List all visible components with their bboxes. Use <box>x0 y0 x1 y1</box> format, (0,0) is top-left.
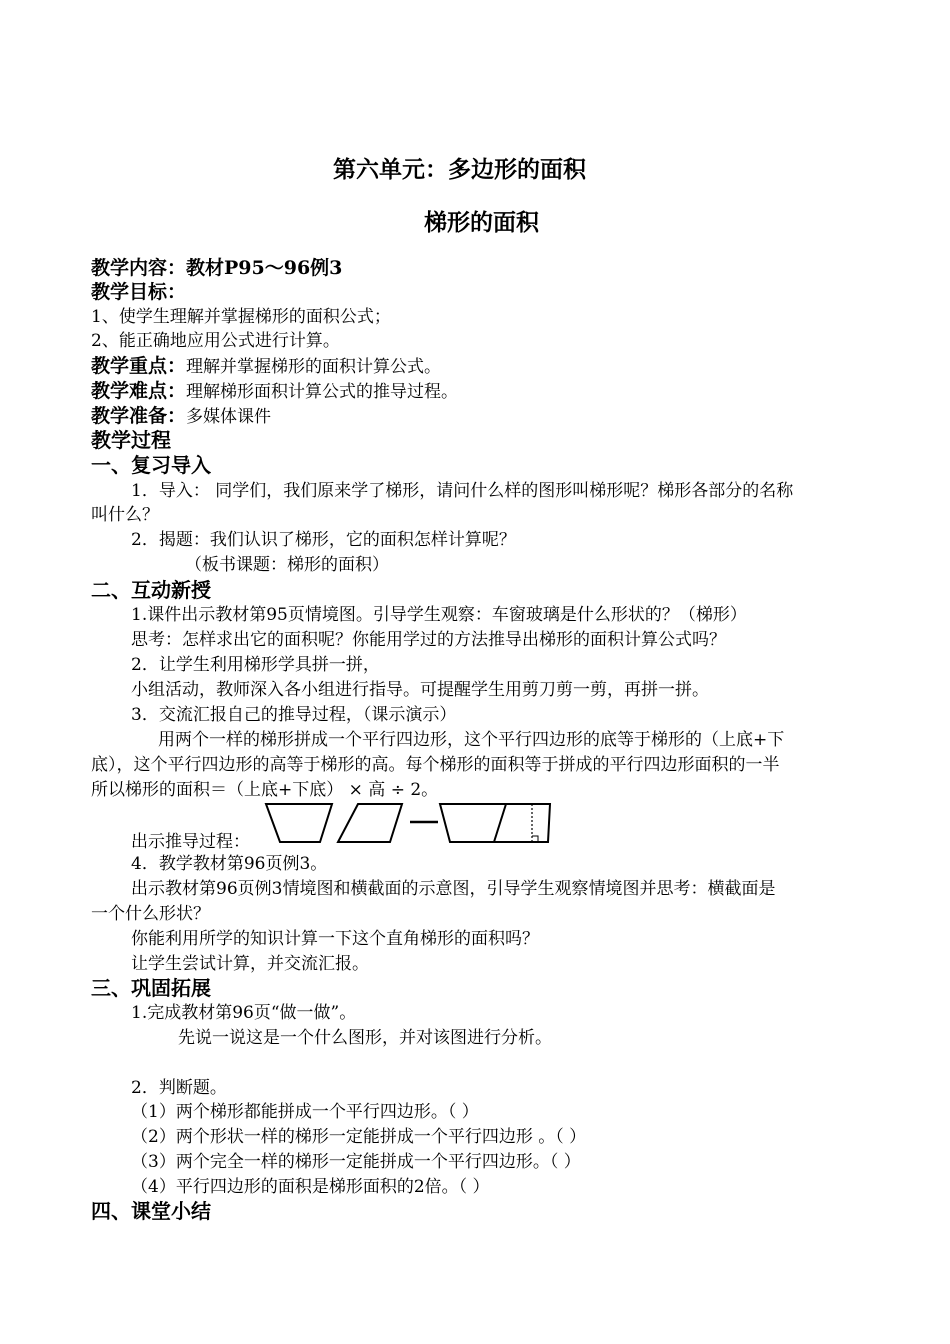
s1-p3: （板书课题：梯形的面积） <box>185 555 389 575</box>
s3-q3: （3）两个完全一样的梯形一定能拼成一个平行四边形。（ ） <box>131 1152 581 1172</box>
page-subtitle: 梯形的面积 <box>424 209 539 236</box>
s3-p2: 先说一说这是一个什么图形，并对该图进行分析。 <box>178 1028 552 1048</box>
s2-p8b: 一个什么形状？ <box>91 904 210 924</box>
s2-p4: 小组活动，教师深入各小组进行指导。可提醒学生用剪刀剪一剪，再拼一拼。 <box>131 680 709 700</box>
s2-p1: 1.课件出示教材第95页情境图。引导学生观察：车窗玻璃是什么形状的？（梯形） <box>131 605 747 625</box>
process-heading: 教学过程 <box>91 428 171 452</box>
s2-p2: 思考：怎样求出它的面积呢？你能用学过的方法推导出梯形的面积计算公式吗？ <box>131 630 726 650</box>
s1-p1b: 叫什么？ <box>91 505 159 525</box>
derive-label: 出示推导过程： <box>131 832 250 852</box>
s2-p7: 4．教学教材第96页例3。 <box>131 854 328 874</box>
page-title: 第六单元：多边形的面积 <box>333 156 586 183</box>
goal-2: 2、能正确地应用公式进行计算。 <box>91 331 340 351</box>
goal-1: 1、使学生理解并掌握梯形的面积公式； <box>91 307 391 327</box>
s2-p8a: 出示教材第96页例3情境图和横截面的示意图，引导学生观察情境图并思考：横截面是 <box>131 879 776 899</box>
prep-text: 多媒体课件 <box>186 407 272 427</box>
s3-p1: 1.完成教材第96页“做一做”。 <box>131 1003 357 1023</box>
difficulty-text: 理解梯形面积计算公式的推导过程。 <box>186 382 459 402</box>
trapezoid-shape <box>266 804 332 842</box>
prep-line <box>91 404 271 429</box>
s3-q1: （1）两个梯形都能拼成一个平行四边形。（ ） <box>131 1102 479 1122</box>
difficulty-line <box>91 379 458 404</box>
key-point-text: 理解并掌握梯形的面积计算公式。 <box>186 357 442 377</box>
split-line-shape <box>494 804 506 842</box>
parallelogram-shape <box>338 804 402 842</box>
section-2-heading: 二、互动新授 <box>91 578 211 602</box>
s2-p6b: 底），这个平行四边形的高等于梯形的高。每个梯形的面积等于拼成的平行四边形面积的一半 <box>91 755 780 775</box>
section-4-heading: 四、课堂小结 <box>91 1199 211 1223</box>
s1-p1a: 1．导入： 同学们，我们原来学了梯形，请问什么样的图形叫梯形呢？梯形各部分的名称 <box>131 481 794 501</box>
s2-p6a: 用两个一样的梯形拼成一个平行四边形，这个平行四边形的底等于梯形的（上底+下 <box>158 730 785 750</box>
key-point-label: 教学重点： <box>91 355 187 377</box>
section-1-heading: 一、复习导入 <box>91 453 211 477</box>
s3-q2: （2）两个形状一样的梯形一定能拼成一个平行四边形 。（ ） <box>131 1127 587 1147</box>
goals-heading: 教学目标： <box>91 281 187 303</box>
s2-p9: 你能利用所学的知识计算一下这个直角梯形的面积吗？ <box>131 929 539 949</box>
s3-p3: 2．判断题。 <box>131 1078 227 1098</box>
difficulty-label: 教学难点： <box>91 380 187 402</box>
s2-p6c: 所以梯形的面积＝（上底+下底） × 高 ÷ 2。 <box>91 780 439 800</box>
s2-p10: 让学生尝试计算，并交流汇报。 <box>131 954 369 974</box>
s2-p3: 2．让学生利用梯形学具拼一拼， <box>131 655 380 675</box>
derivation-figure <box>262 800 562 850</box>
s1-p2: 2．揭题：我们认识了梯形，它的面积怎样计算呢？ <box>131 530 516 550</box>
content-line: 教学内容：教材P95～96例3 <box>91 257 343 279</box>
section-3-heading: 三、巩固拓展 <box>91 976 211 1000</box>
prep-label: 教学准备： <box>91 405 187 427</box>
s2-p5: 3．交流汇报自己的推导过程，（课示演示） <box>131 705 457 725</box>
key-point-line <box>91 354 441 379</box>
s3-q4: （4）平行四边形的面积是梯形面积的2倍。（ ） <box>131 1177 490 1197</box>
